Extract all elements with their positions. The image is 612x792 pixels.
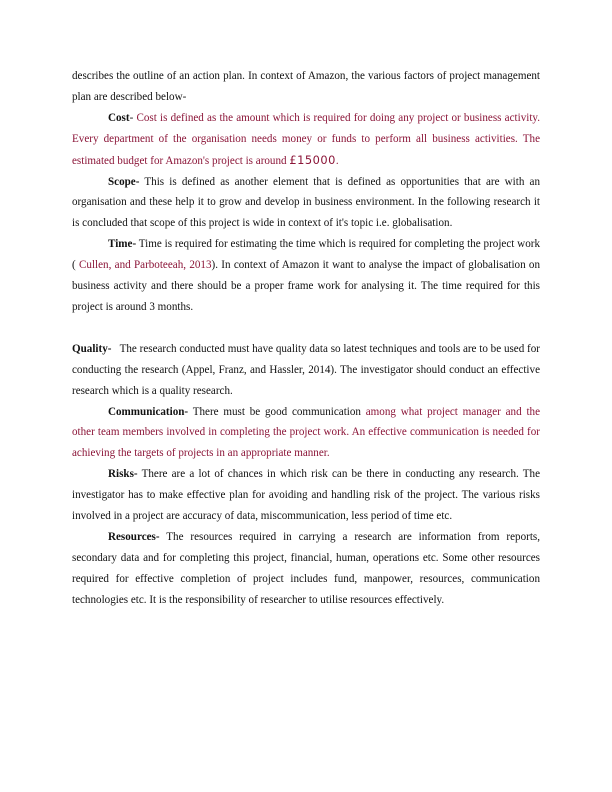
intro-paragraph <box>72 66 540 108</box>
communication-body-highlight: among what project manager and the other team members involved in completing the project work. An effective communication is needed for achieving the targets of projects in an appropriate manner. <box>72 405 540 460</box>
quality-heading: Quality- <box>72 342 112 355</box>
cost-paragraph <box>72 108 540 172</box>
time-citation: Cullen, and Parboteeah, 2013 <box>79 259 212 272</box>
time-heading: Time- <box>108 238 137 251</box>
communication-heading: Communication- <box>108 405 189 418</box>
risks-heading: Risks- <box>108 468 138 481</box>
communication-paragraph <box>72 402 540 465</box>
cost-amount: £15000 <box>289 152 336 167</box>
communication-body-start: There must be good communication <box>188 405 366 418</box>
resources-paragraph <box>72 527 540 611</box>
time-body-end: ). In context of Amazon it want to analyse the impact of globalisation on business activity and there should be a proper frame work for analysing it. The time required for this project is around 3 months. <box>72 259 541 313</box>
resources-body: The resources required in carrying a research are information from reports, secondary data and for completing this project, financial, human, operations etc. Some other resources required for effective completion of project includes fund, manpower, resources, communication technologies etc. It is the responsibility of researcher to utilise resources effectively. <box>72 530 540 606</box>
cost-heading: Cost <box>108 111 130 124</box>
scope-heading: Scope- <box>108 175 140 188</box>
time-paragraph <box>72 234 540 318</box>
document-page <box>72 66 543 611</box>
scope-body: This is defined as another element that is defined as opportunities that are with an organisation and these help it to grow and develop in business environment. In the following research it is concluded that scope of this project is wide in context of it's topic i.e. globalisation. <box>72 175 540 230</box>
risks-body: There are a lot of chances in which risk can be there in conducting any research. The investigator has to make effective plan for avoiding and handling risk of the project. The various risks involved in a project are accuracy of data, miscommunication, less period of time etc. <box>72 468 540 523</box>
risks-paragraph <box>72 464 540 527</box>
time-body-start: Time is required for estimating the time which is required for completing the project work ( <box>72 238 540 272</box>
intro-text: describes the outline of an action plan. In context of Amazon, the various factors of project management plan are described below- <box>72 70 540 103</box>
scope-paragraph <box>72 172 540 235</box>
cost-body: Cost is defined as the amount which is required for doing any project or business activity. Every department of the organisation needs money or funds to perform all business activities. The estimated budget for Amazon's project is around <box>72 111 541 167</box>
quality-paragraph <box>72 318 543 402</box>
cost-end: . <box>335 154 339 167</box>
cost-separator: - <box>129 111 137 124</box>
quality-body: The research conducted must have quality data so latest techniques and tools are to be used for conducting the research (Appel, Franz, and Hassler, 2014). The investigator should conduct an effective research which is a quality research. <box>72 342 543 397</box>
resources-heading: Resources- <box>108 530 160 543</box>
